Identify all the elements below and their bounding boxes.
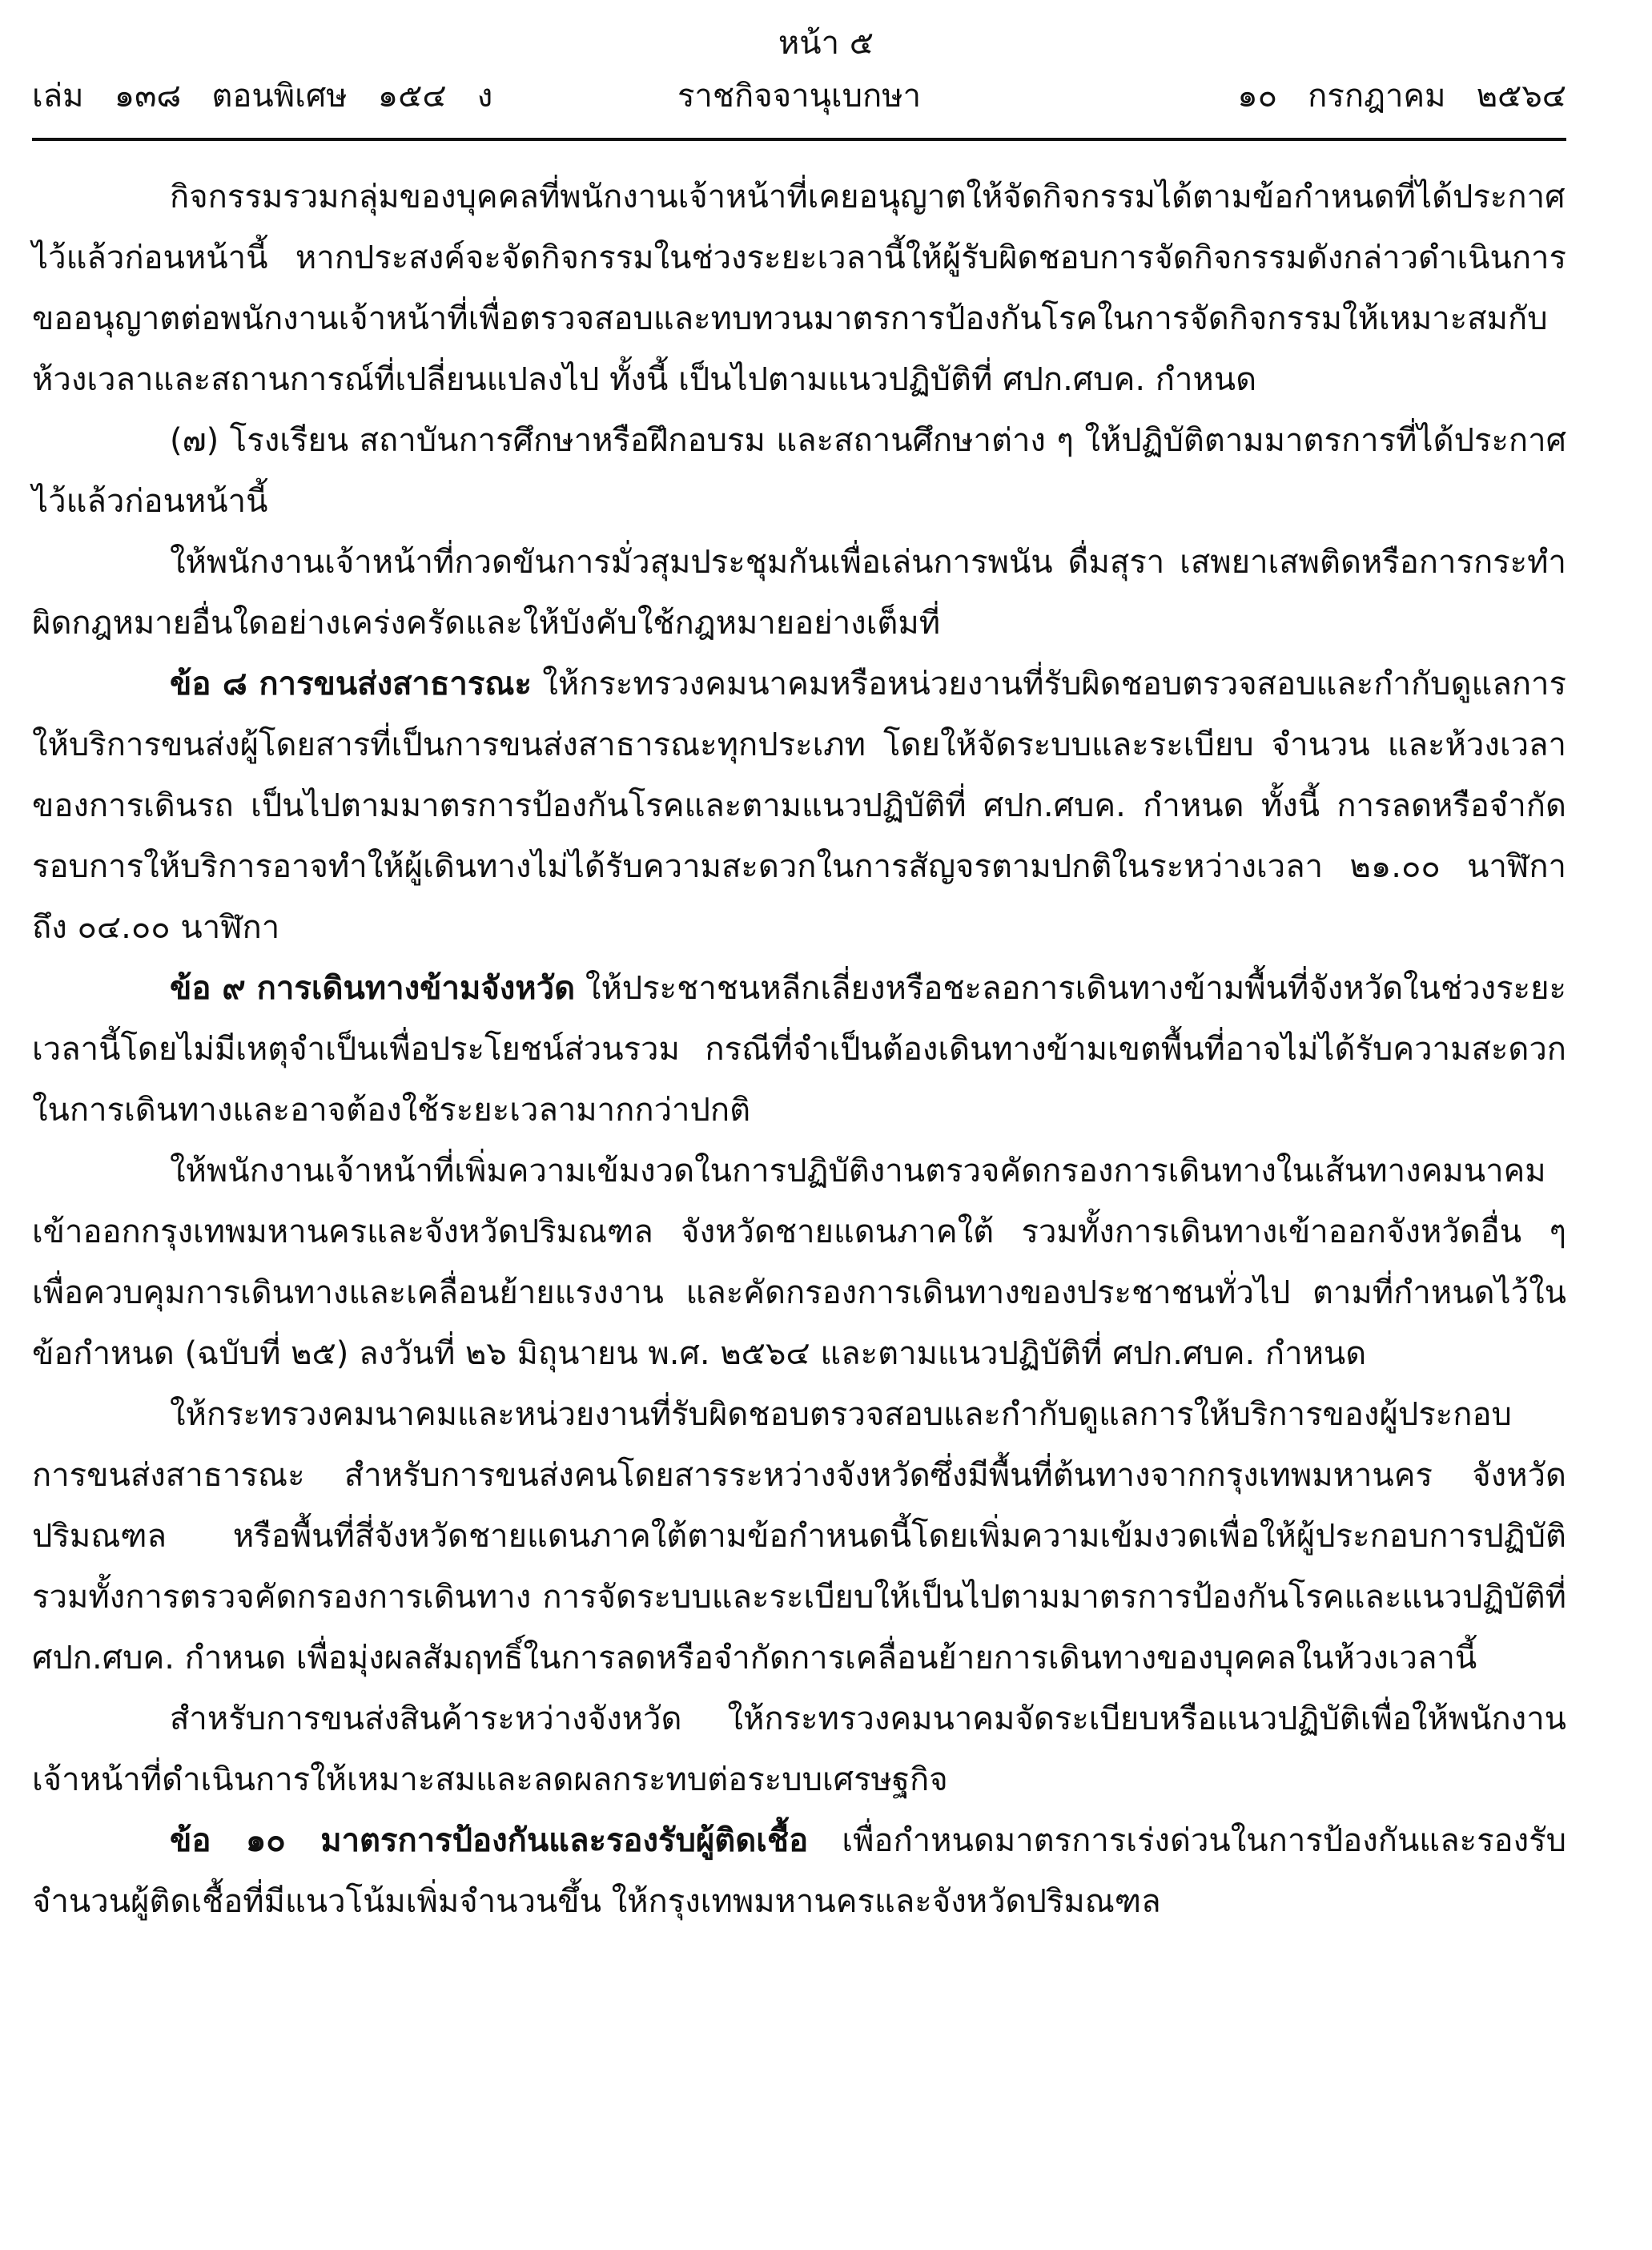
clause-9-interprovincial-travel (32, 958, 1566, 1141)
paragraph-text: ให้กระทรวงคมนาคมหรือหน่วยงานที่รับผิดชอบตรวจสอบและกำกับดูแลการให้บริการขนส่งผู้โดยสารที่เป็นการขนส่งสาธารณะทุกประเภท โดยให้จัดระบบและระเบียบ จำนวน และห้วงเวลาของการเดินรถ เป็นไปตามมาตรการป้องกันโรคและตามแนวปฏิบัติที่ ศปก.ศบค. กำหนด ทั้งนี้ การลดหรือจำกัดรอบการให้บริการอาจทำให้ผู้เดินทางไม่ได้รับความสะดวกในการสัญจรตามปกติในระหว่างเวลา ๒๑.๐๐ นาฬิกา ถึง ๐๔.๐๐ นาฬิกา (32, 666, 1567, 946)
paragraph-schools (32, 410, 1566, 532)
gazette-header (32, 70, 1566, 122)
header-divider (32, 138, 1566, 141)
document-body (32, 167, 1566, 1932)
clause-heading: ข้อ ๙ การเดินทางข้ามจังหวัด (170, 970, 576, 1007)
paragraph-text: กิจกรรมรวมกลุ่มของบุคคลที่พนักงานเจ้าหน้าที่เคยอนุญาตให้จัดกิจกรรมได้ตามข้อกำหนดที่ได้ประกาศไว้แล้วก่อนหน้านี้ หากประสงค์จะจัดกิจกรรมในช่วงระยะเวลานี้ให้ผู้รับผิดชอบการจัดกิจกรรมดังกล่าวดำเนินการขออนุญาตต่อพนักงานเจ้าหน้าที่เพื่อตรวจสอบและทบทวนมาตรการป้องกันโรคในการจัดกิจกรรมให้เหมาะสมกับห้วงเวลาและสถานการณ์ที่เปลี่ยนแปลงไป ทั้งนี้ เป็นไปตามแนวปฏิบัติที่ ศปก.ศบค. กำหนด (32, 179, 1566, 398)
publication-date: ๑๐ กรกฎาคม ๒๕๖๔ (1237, 78, 1566, 115)
paragraph-text: ให้กระทรวงคมนาคมและหน่วยงานที่รับผิดชอบตรวจสอบและกำกับดูแลการให้บริการของผู้ประกอบการขนส่งสาธารณะ สำหรับการขนส่งคนโดยสารระหว่างจังหวัดซึ่งมีพื้นที่ต้นทางจากกรุงเทพมหานคร จังหวัดปริมณฑล หรือพื้นที่สี่จังหวัดชายแดนภาคใต้ตามข้อกำหนดนี้โดยเพิ่มความเข้มงวดเพื่อให้ผู้ประกอบการปฏิบัติ รวมทั้งการตรวจคัดกรองการเดินทาง การจัดระบบและระเบียบให้เป็นไปตามมาตรการป้องกันโรคและแนวปฏิบัติที่ ศปก.ศบค. กำหนด เพื่อมุ่งผลสัมฤทธิ์ในการลดหรือจำกัดการเคลื่อนย้ายการเดินทางของบุคคลในห้วงเวลานี้ (32, 1396, 1566, 1676)
clause-8-public-transport (32, 654, 1566, 958)
paragraph-text: ให้พนักงานเจ้าหน้าที่กวดขันการมั่วสุมประชุมกันเพื่อเล่นการพนัน ดื่มสุรา เสพยาเสพติดหรือการกระทำผิดกฎหมายอื่นใดอย่างเคร่งครัดและให้บังคับใช้กฎหมายอย่างเต็มที่ (32, 544, 1566, 642)
paragraph-text: (๗) โรงเรียน สถาบันการศึกษาหรือฝึกอบรม และสถานศึกษาต่าง ๆ ให้ปฏิบัติตามมาตรการที่ได้ประกาศไว้แล้วก่อนหน้านี้ (32, 422, 1566, 520)
clause-heading: ข้อ ๑๐ มาตรการป้องกันและรองรับผู้ติดเชื้อ (170, 1822, 809, 1859)
paragraph-activities (32, 167, 1566, 410)
paragraph-text: สำหรับการขนส่งสินค้าระหว่างจังหวัด ให้กระทรวงคมนาคมจัดระเบียบหรือแนวปฏิบัติเพื่อให้พนักงานเจ้าหน้าที่ดำเนินการให้เหมาะสมและลดผลกระทบต่อระบบเศรษฐกิจ (32, 1701, 1566, 1798)
paragraph-screening (32, 1141, 1566, 1384)
publication-name: ราชกิจจานุเบกษา (677, 78, 922, 115)
clause-10-infection-measures (32, 1810, 1566, 1932)
clause-heading: ข้อ ๘ การขนส่งสาธารณะ (170, 666, 532, 702)
paragraph-text: ให้พนักงานเจ้าหน้าที่เพิ่มความเข้มงวดในการปฏิบัติงานตรวจคัดกรองการเดินทางในเส้นทางคมนาคมเข้าออกกรุงเทพมหานครและจังหวัดปริมณฑล จังหวัดชายแดนภาคใต้ รวมทั้งการเดินทางเข้าออกจังหวัดอื่น ๆ เพื่อควบคุมการเดินทางและเคลื่อนย้ายแรงงาน และคัดกรองการเดินทางของประชาชนทั่วไป ตามที่กำหนดไว้ในข้อกำหนด (ฉบับที่ ๒๕) ลงวันที่ ๒๖ มิถุนายน พ.ศ. ๒๕๖๔ และตามแนวปฏิบัติที่ ศปก.ศบค. กำหนด (32, 1153, 1566, 1372)
paragraph-text: เพื่อกำหนดมาตรการเร่งด่วนในการป้องกันและรองรับจำนวนผู้ติดเชื้อที่มีแนวโน้มเพิ่มจำนวนขึ้น ให้กรุงเทพมหานครและจังหวัดปริมณฑล (32, 1822, 1566, 1920)
volume-issue: เล่ม ๑๓๘ ตอนพิเศษ ๑๕๔ ง (32, 78, 493, 115)
page-number: หน้า ๕ (778, 25, 874, 62)
paragraph-enforcement (32, 532, 1566, 654)
paragraph-freight (32, 1689, 1566, 1810)
paragraph-transport-operators (32, 1384, 1566, 1689)
paragraph-text: ให้ประชาชนหลีกเลี่ยงหรือชะลอการเดินทางข้ามพื้นที่จังหวัดในช่วงระยะเวลานี้โดยไม่มีเหตุจำเป็นเพื่อประโยชน์ส่วนรวม กรณีที่จำเป็นต้องเดินทางข้ามเขตพื้นที่อาจไม่ได้รับความสะดวกในการเดินทางและอาจต้องใช้ระยะเวลามากกว่าปกติ (32, 970, 1567, 1129)
